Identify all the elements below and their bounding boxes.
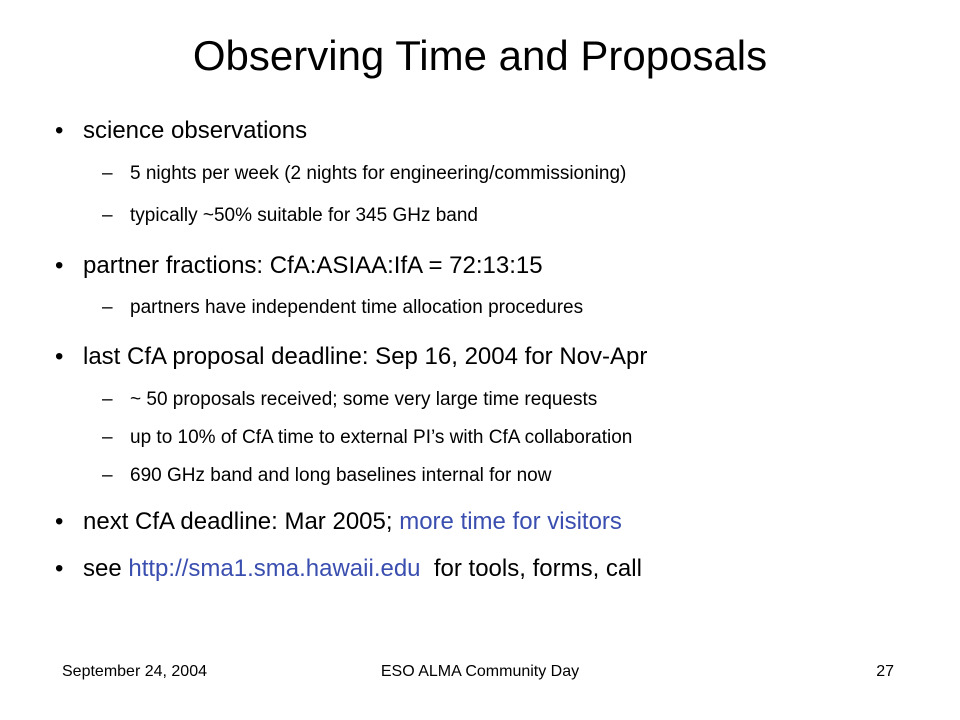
sub-bullet-item [104,296,583,320]
footer-event: ESO ALMA Community Day [380,663,580,680]
sub-bullet-item [104,426,632,450]
highlight-text: more time for visitors [399,508,622,535]
dash-icon: – [102,297,113,318]
bullet-icon: • [55,343,64,370]
sub-bullet-text: partners have independent time allocation procedures [130,297,584,318]
bullet-text-tail: for tools, forms, call [420,555,642,582]
sub-bullet-item [104,464,551,488]
bullet-icon: • [55,252,64,279]
sub-bullet-text: up to 10% of CfA time to external PI’s with CfA collaboration [130,427,633,448]
dash-icon: – [102,427,113,448]
dash-icon: – [102,389,113,410]
bullet-icon: • [55,117,64,144]
bullet-icon: • [55,508,64,535]
bullet-text: science observations [83,117,308,144]
bullet-item [55,507,622,537]
page-number: 27 [876,663,894,680]
footer-date: September 24, 2004 [62,663,207,680]
dash-icon: – [102,465,113,486]
sub-bullet-item [104,162,626,186]
bullet-text: partner fractions: CfA:ASIAA:IfA = 72:13:15 [83,252,543,279]
website-link[interactable]: http://sma1.sma.hawaii.edu [128,555,421,582]
dash-icon: – [102,163,113,184]
sub-bullet-text: ~ 50 proposals received; some very large time requests [130,389,598,410]
bullet-icon: • [55,555,64,582]
sub-bullet-text: typically ~50% suitable for 345 GHz band [130,205,479,226]
bullet-item [55,342,648,372]
sub-bullet-item [104,388,597,412]
bullet-text: next CfA deadline: Mar 2005; [83,508,400,535]
sub-bullet-text: 690 GHz band and long baselines internal for now [130,465,552,486]
bullet-text: see [83,555,129,582]
bullet-item [55,251,543,281]
sub-bullet-item [104,204,478,228]
dash-icon: – [102,205,113,226]
bullet-text: last CfA proposal deadline: Sep 16, 2004 for Nov-Apr [83,343,648,370]
sub-bullet-text: 5 nights per week (2 nights for engineering/commissioning) [130,163,627,184]
bullet-item [55,116,308,146]
bullet-item [55,554,642,584]
slide-title: Observing Time and Proposals [192,32,768,79]
